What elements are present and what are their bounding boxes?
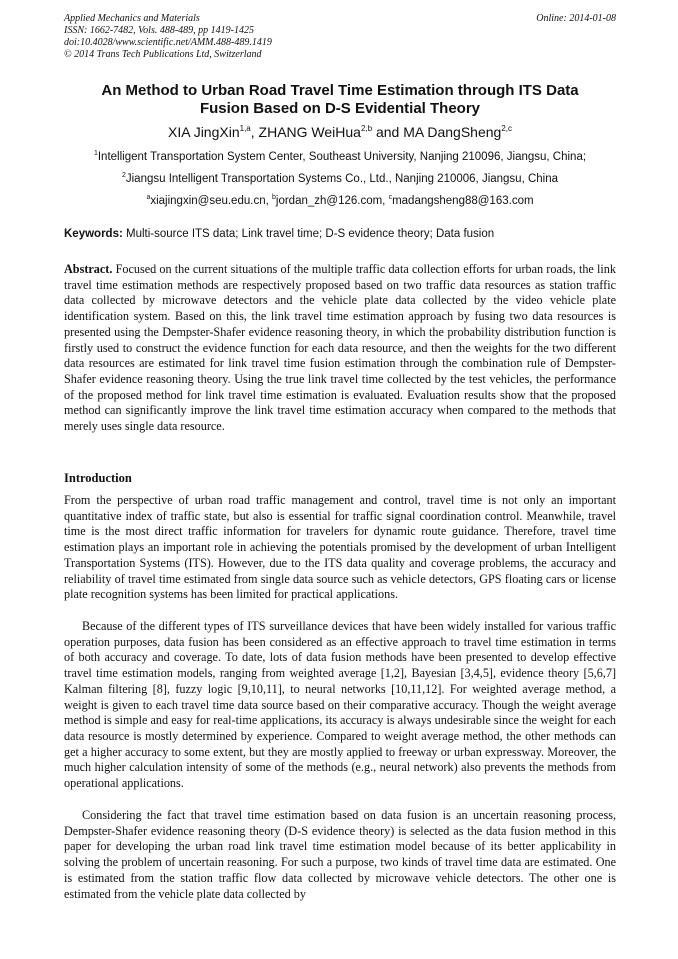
author-2: ZHANG WeiHua [258,124,361,140]
author-list [64,124,616,141]
email-c-mark: c [388,194,393,201]
introduction-heading: Introduction [64,471,132,485]
affiliation-1-mark: 1 [93,150,98,157]
intro-paragraph-3: Considering the fact that travel time estimation based on data fusion is an uncertain reasoning process, Dempster-Shafer evidence reasoning theory (D-S evidence theory) is selected as the data fusion method in this paper for developing the urban road link travel time estimation model because of its better applicability in solving the problem of uncertain reasoning. For such a purpose, two kinds of travel time data are estimated. One is estimated from the station traffic flow data collected by microwave vehicle detectors. The other one is estimated from the vehicle plate data collected by [64,808,616,901]
email-b[interactable]: jordan_zh@126.com, [275,195,389,207]
affiliation-2-text: Jiangsu Intelligent Transportation Systems Co., Ltd., Nanjing 210006, Jiangsu, China [125,173,559,185]
journal-name: Applied Mechanics and Materials [64,13,200,24]
doi-line[interactable]: doi:10.4028/www.scientific.net/AMM.488-489.1419 [64,37,272,48]
intro-paragraph-1: From the perspective of urban road traffic management and control, travel time is not only an important quantitative index of traffic state, but also is essential for traffic signal coordination control. Meanwhile, travel time is the most direct traffic information for travelers for dynamic route guidance. Therefore, travel time estimation plays an important role in achieving the potentials promised by the development of urban Intelligent Transportation Systems (ITS). However, due to the ITS data quality and coverage problems, the accuracy and reliability of travel time estimated from single data source such as vehicle detectors, GPS floating cars or license plate recognition systems has been limited for practical applications. [64,493,616,602]
abstract-text: Focused on the current situations of the multiple traffic data collection efforts for urban roads, the link travel time estimation methods are respectively proposed based on two traffic data resources as station traffic data collected by microwave detectors and the vehicle plate data collected by the video vehicle plate identification system. Based on this, the link travel time estimation approach by fusing two data resources is presented using the Dempster-Shafer evidence reasoning theory, in which the probability distribution function is firstly used to construct the evidence function for each data resource, and then the weights for the two different data resources are estimated for link travel time fusion estimation through the combination rule of Dempster-Shafer evidence reasoning theory. Using the true link travel time collected by the test vehicles, the performance of the proposed method for link travel time estimation is evaluated. Evaluation results show that the proposed method can significantly improve the link travel time estimation accuracy when compared to the methods that merely uses single data resource. [64,262,616,434]
abstract-label: Abstract. [64,262,113,276]
email-c[interactable]: madangsheng88@163.com [392,195,534,207]
affiliation-1 [64,150,616,164]
email-a-mark: a [146,194,151,201]
journal-header [64,13,616,61]
affiliation-2 [64,172,616,186]
title-line-2: Fusion Based on D-S Evidential Theory [199,100,481,117]
copyright-line: © 2014 Trans Tech Publications Ltd, Switzerland [64,49,262,60]
issn-line: ISSN: 1662-7482, Vols. 488-489, pp 1419-1425 [64,25,254,36]
author-2-affiliation-mark: 2,b [360,124,373,133]
author-3-affiliation-mark: 2,c [501,124,512,133]
author-separator: and [372,124,404,140]
author-separator: , [250,124,259,140]
abstract [64,262,616,435]
online-date: Online: 2014-01-08 [536,13,616,24]
email-a[interactable]: xiajingxin@seu.edu.cn, [150,195,272,207]
intro-paragraph-2: Because of the different types of ITS surveillance devices that have been widely installed for various traffic operation purposes, data fusion has been considered as an effective approach to travel time estimation in terms of both accuracy and coverage. To date, lots of data fusion methods have been presented to develop effective travel time estimation models, ranging from weighted average [1,2], Bayesian [3,4,5], evidence theory [5,6,7] Kalman filtering [8], fuzzy logic [9,10,11], to neural networks [10,11,12]. For weighted average method, a weight is given to each travel time data source based on their comparative accuracy. Though the weight average method is simple and easy for real-time applications, its accuracy is always undesirable since the weight for each data resource is mostly determined by experience. Compared to weight average method, the other methods can get a higher accuracy to some extent, but they are mostly applied to freeway or urban expressway. Moreover, the much higher calculation intensity of some of the methods (e.g., neural network) also prevents the methods from operational applications. [64,619,616,791]
keywords-label: Keywords: [64,228,123,240]
email-b-mark: b [271,194,276,201]
email-list [64,194,616,208]
affiliation-1-text: Intelligent Transportation System Center, Southeast University, Nanjing 210096, Jiangsu, China; [97,151,587,163]
affiliation-2-mark: 2 [121,172,126,179]
author-1: XIA JingXin [168,124,240,140]
paper-title [64,82,616,118]
title-line-1: An Method to Urban Road Travel Time Estimation through ITS Data [101,82,579,99]
keywords-text: Multi-source ITS data; Link travel time; D-S evidence theory; Data fusion [122,228,495,240]
keywords [64,227,616,241]
author-3: MA DangSheng [403,124,502,140]
author-1-affiliation-mark: 1,a [239,124,251,133]
